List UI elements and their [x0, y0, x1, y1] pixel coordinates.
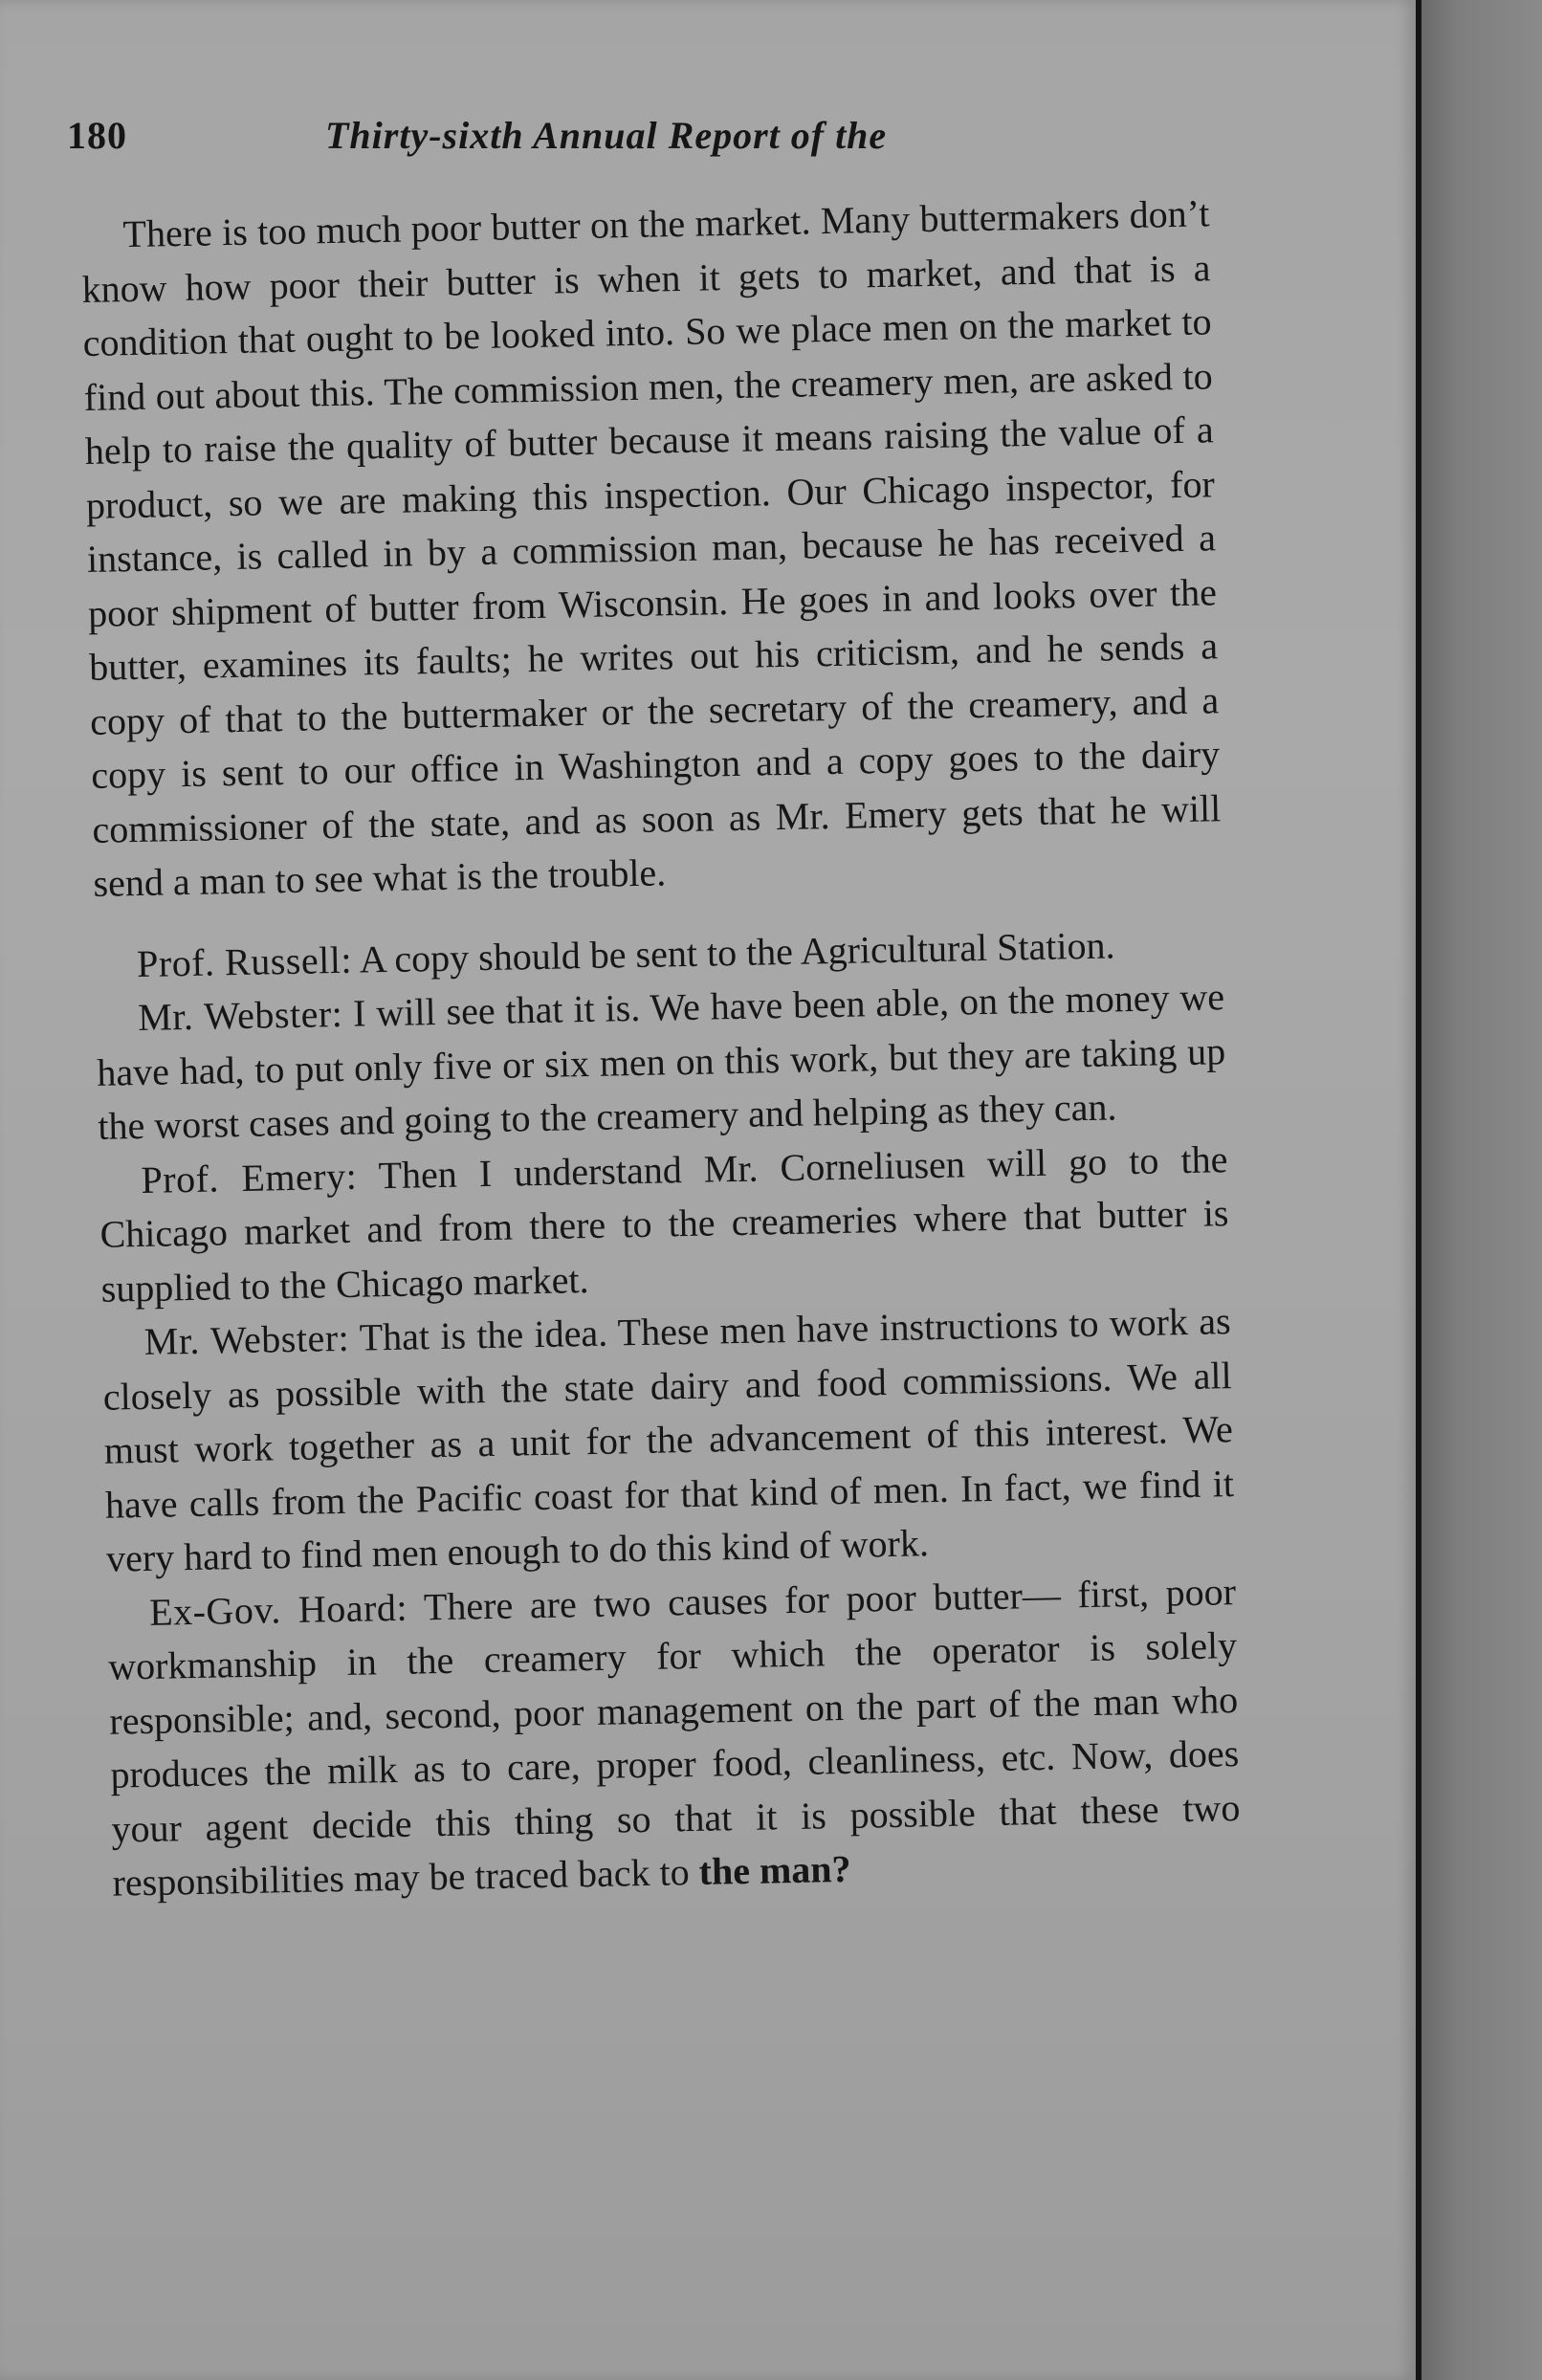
speaker-label: Ex-Gov. Hoard: — [148, 1585, 408, 1634]
paragraph-webster-1 — [96, 970, 1227, 1154]
paragraph-text: There is too much poor butter on the market. Many buttermakers don’t know how poor their butter is when it gets to market, and that is a condition that ought to be looked into. So we place men on the market to find out about this. The commission men, the creamery men, are asked to help to raise the quality of butter because it means raising the value of a product, so we are making this inspection. Our Chicago inspector, for instance, is called in by a commission man, because he has received a poor shipment of butter from Wisconsin. He goes in and looks over the butter, examines its faults; he writes out his criticism, and he sends a copy of that to the buttermaker or the secretary of the creamery, and a copy is sent to our office in Washington and a copy goes to the dairy commissioner of the state, and as soon as Mr. Emery gets that he will send a man to see what is the trouble. — [81, 191, 1222, 905]
paragraph-intro — [80, 187, 1223, 911]
page-number: 180 — [67, 114, 127, 157]
paragraph-text: Then I understand Mr. Corneliusen will go to the Chicago market and from there to the creameries where that butter is supplied to the Chicago market. — [99, 1136, 1229, 1311]
paragraph-webster-2 — [101, 1294, 1235, 1586]
speaker-label: Mr. Webster: — [143, 1315, 350, 1363]
paragraph-text: I will see that it is. We have been able, on the money we have had, to put only five or six men on this work, but they are taking up the worst cases and going to the creamery and helping as they can. — [96, 975, 1226, 1148]
paragraph-text: A copy should be sent to the Agricultural Station. — [359, 922, 1115, 981]
page-header — [67, 113, 1311, 170]
running-head: Thirty-sixth Annual Report of the — [325, 114, 888, 157]
paragraph-tail: the man? — [698, 1846, 851, 1893]
binding-gutter-shadow — [1421, 0, 1542, 2380]
paragraph-text: That is the idea. These men have instructions to work as closely as possible with the state dairy and food commissions. We all must work together as a unit for the advancement of this interest. We have calls from the Pacific coast for that kind of men. In fact, we find it very hard to find men enough to do this kind of work. — [102, 1299, 1235, 1580]
paragraph-emery — [99, 1133, 1230, 1316]
speaker-label: Mr. Webster: — [137, 991, 343, 1039]
body-text — [80, 187, 1242, 1910]
speaker-label: Prof. Emery: — [141, 1154, 358, 1201]
paragraph-text: There are two causes for poor butter— first, poor workmanship in the creamery for which the operator is solely responsible; and, second, poor management on the part of the man who produces the milk as to care, proper food, cleanliness, etc. Now, does your agent decide this thing so that it is possible that these two responsibilities may be traced back to — [107, 1569, 1241, 1905]
speaker-label: Prof. Russell: — [136, 937, 353, 985]
paragraph-hoard — [107, 1565, 1242, 1911]
